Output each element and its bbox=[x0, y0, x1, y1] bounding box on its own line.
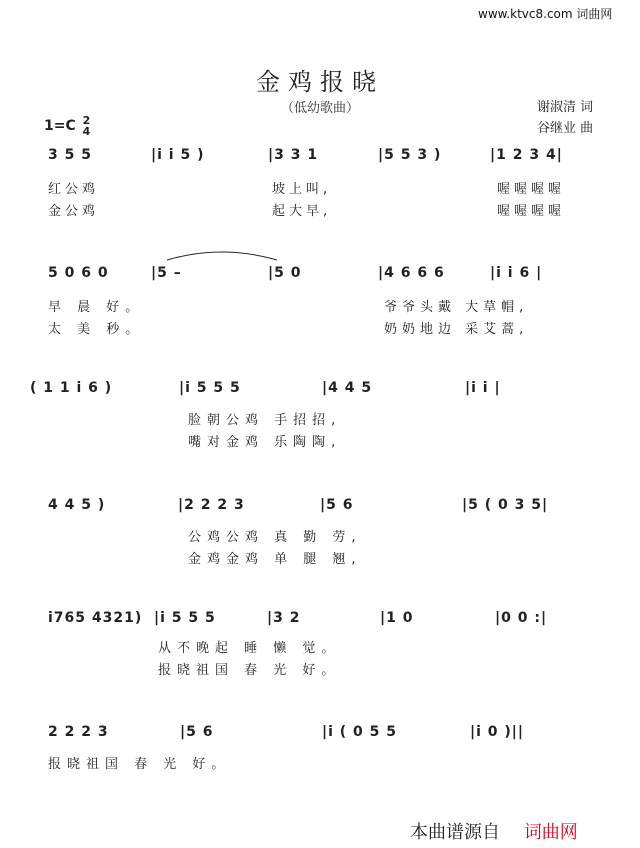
lyric-line: 报晓祖国 春 光 好。 bbox=[48, 757, 231, 772]
time-top: 2 bbox=[82, 114, 91, 127]
lyric-line: 报晓祖国 春 光 好。 bbox=[158, 663, 341, 678]
measure: 2 2 2 3 bbox=[48, 724, 109, 740]
lyric-line: 坡上叫, bbox=[272, 182, 332, 197]
lyric-line: 金鸡金鸡 单 腿 翘, bbox=[188, 552, 362, 567]
measure: |0 0 :| bbox=[495, 610, 548, 626]
measure: |i 0 )|| bbox=[470, 724, 525, 740]
footer-source bbox=[410, 818, 578, 844]
measure: |1 0 bbox=[380, 610, 414, 626]
measure: |i i 5 ) bbox=[151, 147, 205, 163]
lyric-line: 太 美 秒。 bbox=[48, 322, 145, 337]
measure: |4 4 5 bbox=[322, 380, 373, 396]
lyric-line: 红公鸡 bbox=[48, 182, 100, 197]
measure: |3 2 bbox=[267, 610, 301, 626]
lyric-line: 金公鸡 bbox=[48, 204, 100, 219]
lyric-line: 起大早, bbox=[272, 204, 332, 219]
measure: ( 1 1 i 6 ) bbox=[30, 380, 113, 396]
measure: |i 5 5 5 bbox=[179, 380, 241, 396]
composer-credit: 谷继业 曲 bbox=[537, 121, 594, 136]
measure: |i 5 5 5 bbox=[154, 610, 216, 626]
measure: 5 0 6 0 bbox=[48, 265, 109, 281]
lyric-line: 爷爷头戴 大草帽, bbox=[384, 300, 529, 315]
measure: |5 0 bbox=[268, 265, 302, 281]
measure: |i i 6 | bbox=[490, 265, 543, 281]
lyric-line: 公鸡公鸡 真 勤 劳, bbox=[188, 530, 362, 545]
tie-slur bbox=[165, 248, 280, 262]
lyric-line: 奶奶地边 采艾蒿, bbox=[384, 322, 529, 337]
song-subtitle: （低幼歌曲） bbox=[280, 101, 359, 116]
measure: |5 5 3 ) bbox=[378, 147, 442, 163]
measure: |2 2 2 3 bbox=[178, 497, 245, 513]
lyric-line: 喔喔喔喔 bbox=[497, 204, 566, 219]
measure: |1 2 3 4| bbox=[490, 147, 563, 163]
song-title: 金鸡报晓 bbox=[256, 68, 384, 96]
measure: i765 4321) bbox=[48, 610, 143, 626]
measure: 4 4 5 ) bbox=[48, 497, 106, 513]
site-watermark: www.ktvc8.com 词曲网 bbox=[478, 7, 613, 21]
lyric-line: 脸朝公鸡 手招招, bbox=[188, 413, 342, 428]
measure: |5 ( 0 3 5| bbox=[462, 497, 549, 513]
measure: |4 6 6 6 bbox=[378, 265, 445, 281]
measure: |5 – bbox=[151, 265, 182, 281]
measure: |5 6 bbox=[180, 724, 214, 740]
lyricist-credit: 谢淑清 词 bbox=[537, 100, 594, 115]
key-signature bbox=[44, 115, 90, 137]
time-bottom: 4 bbox=[82, 125, 91, 138]
time-signature bbox=[83, 115, 91, 137]
lyric-line: 从不晚起 睡 懒 觉。 bbox=[158, 641, 341, 656]
measure: |5 6 bbox=[320, 497, 354, 513]
lyric-line: 早 晨 好。 bbox=[48, 300, 145, 315]
footer-source-text: 本曲谱源自 bbox=[410, 822, 500, 843]
measure: |3 3 1 bbox=[268, 147, 319, 163]
footer-site-name[interactable]: 词曲网 bbox=[523, 822, 578, 843]
measure: 3 5 5 bbox=[48, 147, 92, 163]
lyric-line: 喔喔喔喔 bbox=[497, 182, 566, 197]
lyric-line: 嘴对金鸡 乐陶陶, bbox=[188, 435, 342, 450]
measure: |i ( 0 5 5 bbox=[322, 724, 398, 740]
measure: |i i | bbox=[465, 380, 501, 396]
key-label: 1=C bbox=[44, 118, 76, 134]
